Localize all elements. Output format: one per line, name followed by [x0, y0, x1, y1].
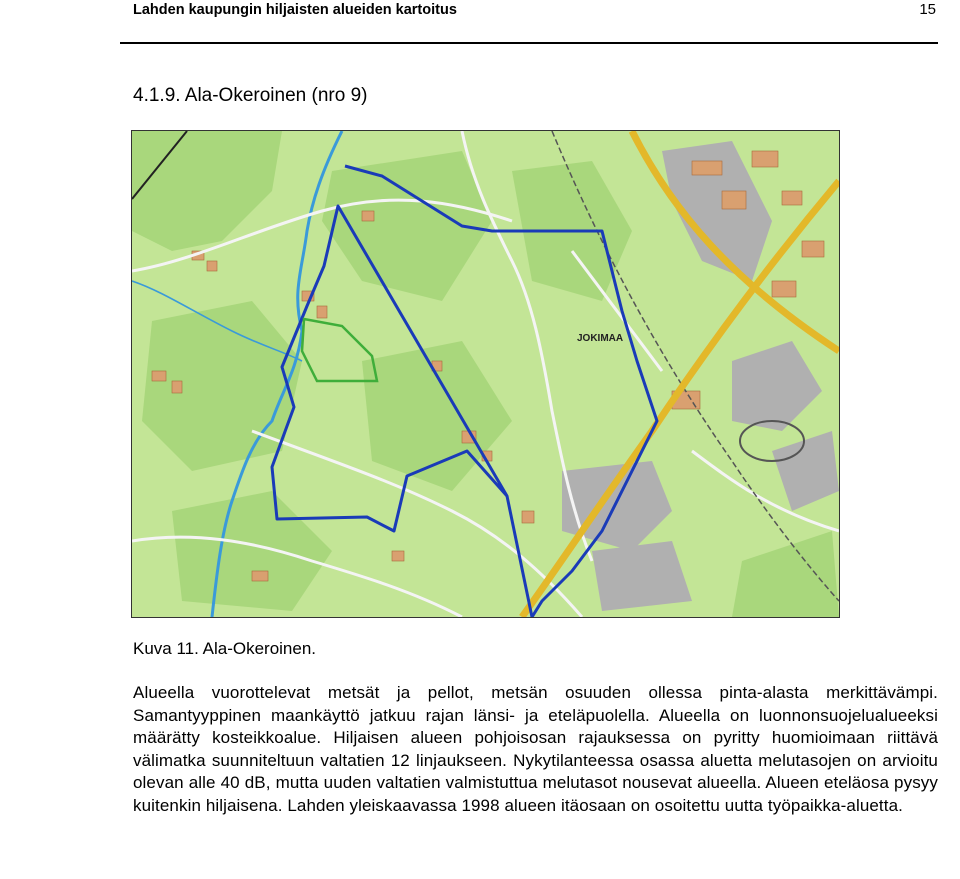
page-number: 15: [919, 1, 936, 18]
figure-caption: Kuva 11. Ala-Okeroinen.: [133, 639, 317, 658]
area-map: [131, 130, 840, 618]
header-rule: [120, 42, 938, 44]
section-title: 4.1.9. Ala-Okeroinen (nro 9): [133, 85, 368, 106]
place-label-jokimaa: JOKIMAA: [577, 333, 624, 344]
document-title: Lahden kaupungin hiljaisten alueiden kartoitus: [133, 2, 457, 18]
body-paragraph: Alueella vuorottelevat metsät ja pellot, metsän osuuden ollessa pinta-alasta merkittävämpi. Samantyyppinen maankäyttö jatkuu rajan länsi- ja eteläpuolella. Alueella on luonnonsuojelualueeksi määrätty kosteikkoalue. Hiljaisen alueen pohjoisosan rajauksessa on pyritty huomioimaan riittävä välimatka suunniteltuun valtatien 12 linjaukseen. Nykytilanteessa osassa aluetta melutasojen on arvioitu olevan alle 40 dB, mutta uuden valtatien valmistuttua melutasot nousevat alueella. Alueen eteläosa pysyy kuitenkin hiljaisena. Lahden yleiskaavassa 1998 alueen itäosaan on osoitettu uutta työpaikka-aluetta.: [133, 683, 938, 815]
map-drawing: [132, 131, 839, 617]
running-header: [133, 0, 938, 24]
